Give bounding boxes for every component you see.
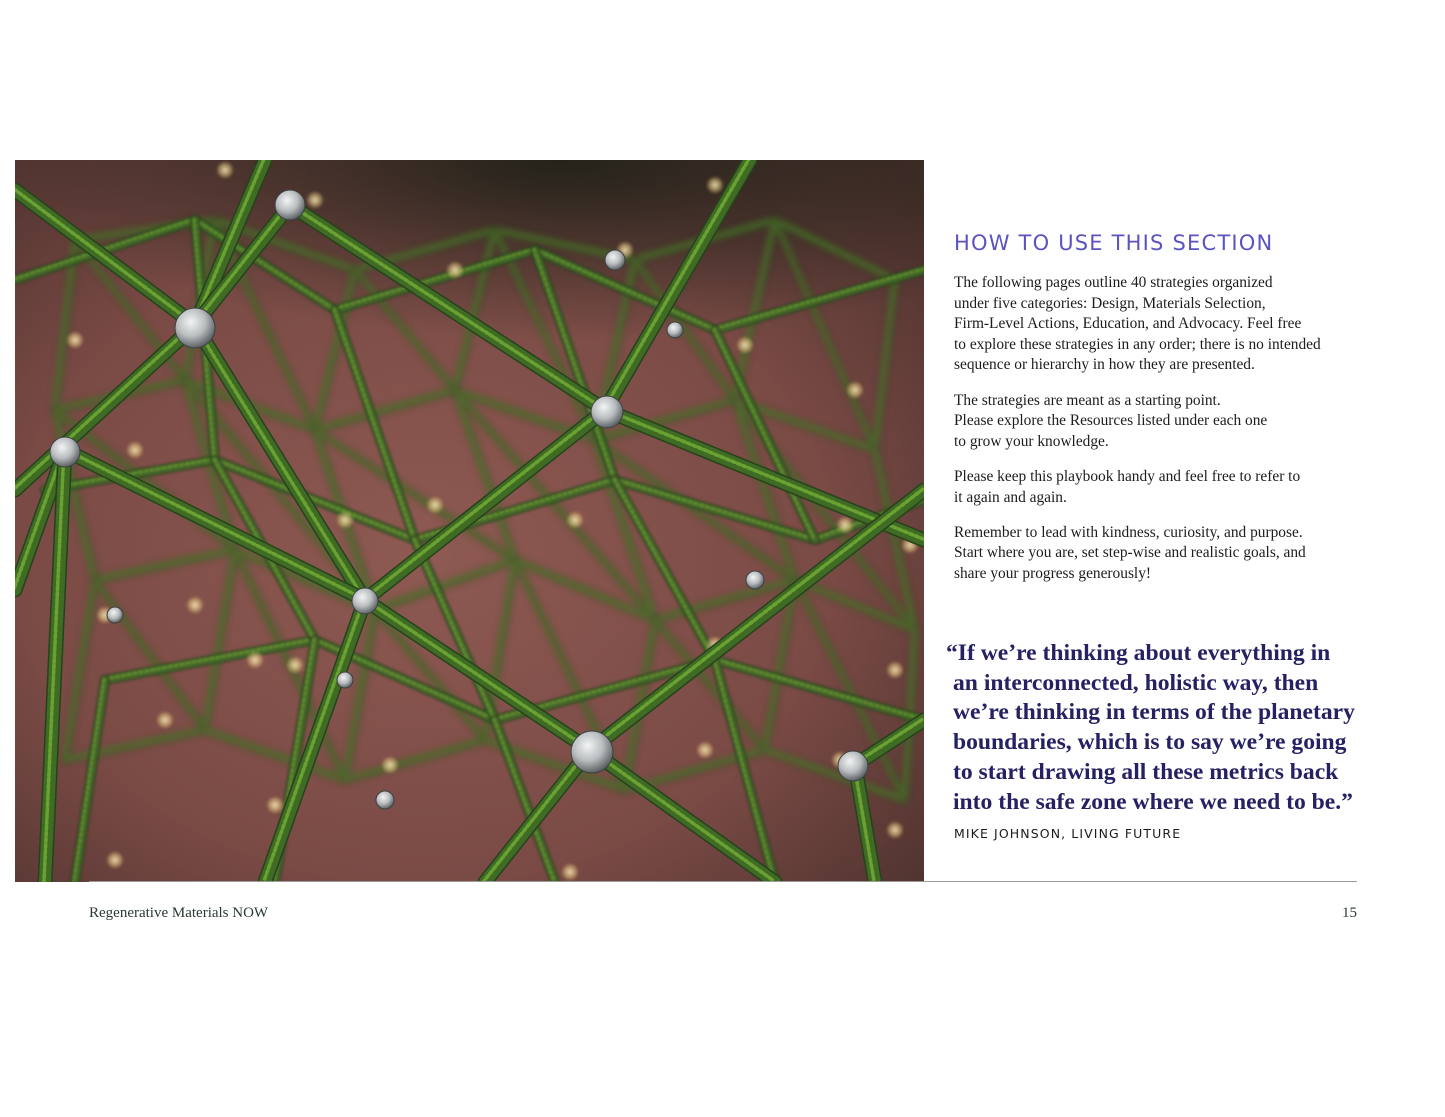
quote-line: we’re thinking in terms of the planetary (953, 699, 1355, 726)
rope-connector (175, 308, 215, 348)
quote-line: into the safe zone where we need to be.” (953, 788, 1353, 815)
light-bokeh (306, 191, 324, 209)
light-bokeh (186, 596, 204, 614)
paragraph-line: Firm-Level Actions, Education, and Advocacy. Feel free (954, 315, 1302, 333)
light-bokeh (216, 161, 234, 179)
quote-line: an interconnected, holistic way, then (953, 669, 1319, 696)
light-bokeh (886, 821, 904, 839)
light-bokeh (381, 756, 399, 774)
paragraph-line: share your progress generously! (954, 564, 1152, 582)
page-number: 15 (1342, 905, 1357, 921)
paragraph-line: Remember to lead with kindness, curiosity, and purpose. (954, 523, 1303, 541)
paragraph-line: it again and again. (954, 488, 1067, 506)
rope-connector (591, 396, 623, 428)
rope-net-illustration (15, 160, 924, 882)
rope-connector (667, 322, 683, 338)
paragraph (954, 391, 1364, 453)
light-bokeh (156, 711, 174, 729)
paragraph (954, 523, 1364, 585)
rope-connector (337, 672, 353, 688)
rope-connector (605, 250, 625, 270)
quote-line: to start drawing all these metrics back (953, 758, 1339, 785)
paragraph-line: to grow your knowledge. (954, 432, 1109, 450)
light-bokeh (266, 796, 284, 814)
rope-connector (746, 571, 764, 589)
light-bokeh (566, 511, 584, 529)
rope-connector (838, 751, 868, 781)
light-bokeh (126, 441, 144, 459)
quote-line: “If we’re thinking about everything in (946, 640, 1331, 666)
instructions-text (954, 273, 1364, 599)
rope-connector (376, 791, 394, 809)
rope-connector (50, 437, 80, 467)
light-bokeh (66, 331, 84, 349)
publication-title: Regenerative Materials NOW (89, 905, 269, 921)
light-bokeh (706, 176, 724, 194)
paragraph-line: The strategies are meant as a starting point. (954, 391, 1221, 409)
paragraph-line: under five categories: Design, Materials Selection, (954, 294, 1266, 312)
paragraph-line: sequence or hierarchy in how they are presented. (954, 356, 1255, 374)
quote-line: boundaries, which is to say we’re going (953, 729, 1347, 756)
rope-connector (352, 588, 378, 614)
light-bokeh (336, 511, 354, 529)
light-bokeh (106, 851, 124, 869)
rope-connector (275, 190, 305, 220)
quote-attribution: MIKE JOHNSON, LIVING FUTURE (954, 826, 1182, 841)
light-bokeh (426, 496, 444, 514)
rope-connector (571, 731, 613, 773)
paragraph-line: Please explore the Resources listed under each one (954, 412, 1268, 430)
light-bokeh (736, 336, 754, 354)
paragraph-line: to explore these strategies in any order; there is no intended (954, 335, 1321, 353)
paragraph-line: Please keep this playbook handy and feel free to refer to (954, 467, 1301, 485)
rope-net-photo (15, 160, 924, 882)
light-bokeh (561, 863, 579, 881)
light-bokeh (696, 741, 714, 759)
paragraph-line: The following pages outline 40 strategies organized (954, 274, 1273, 291)
light-bokeh (846, 381, 864, 399)
light-bokeh (246, 651, 264, 669)
section-heading: HOW TO USE THIS SECTION (954, 231, 1274, 255)
paragraph (954, 273, 1364, 376)
paragraph (954, 467, 1364, 508)
light-bokeh (886, 661, 904, 679)
footer-divider (89, 881, 1357, 882)
light-bokeh (286, 656, 304, 674)
pull-quote (946, 639, 1366, 817)
paragraph-line: Start where you are, set step-wise and realistic goals, and (954, 544, 1306, 562)
rope-connector (107, 607, 123, 623)
light-bokeh (446, 261, 464, 279)
light-bokeh (836, 516, 854, 534)
